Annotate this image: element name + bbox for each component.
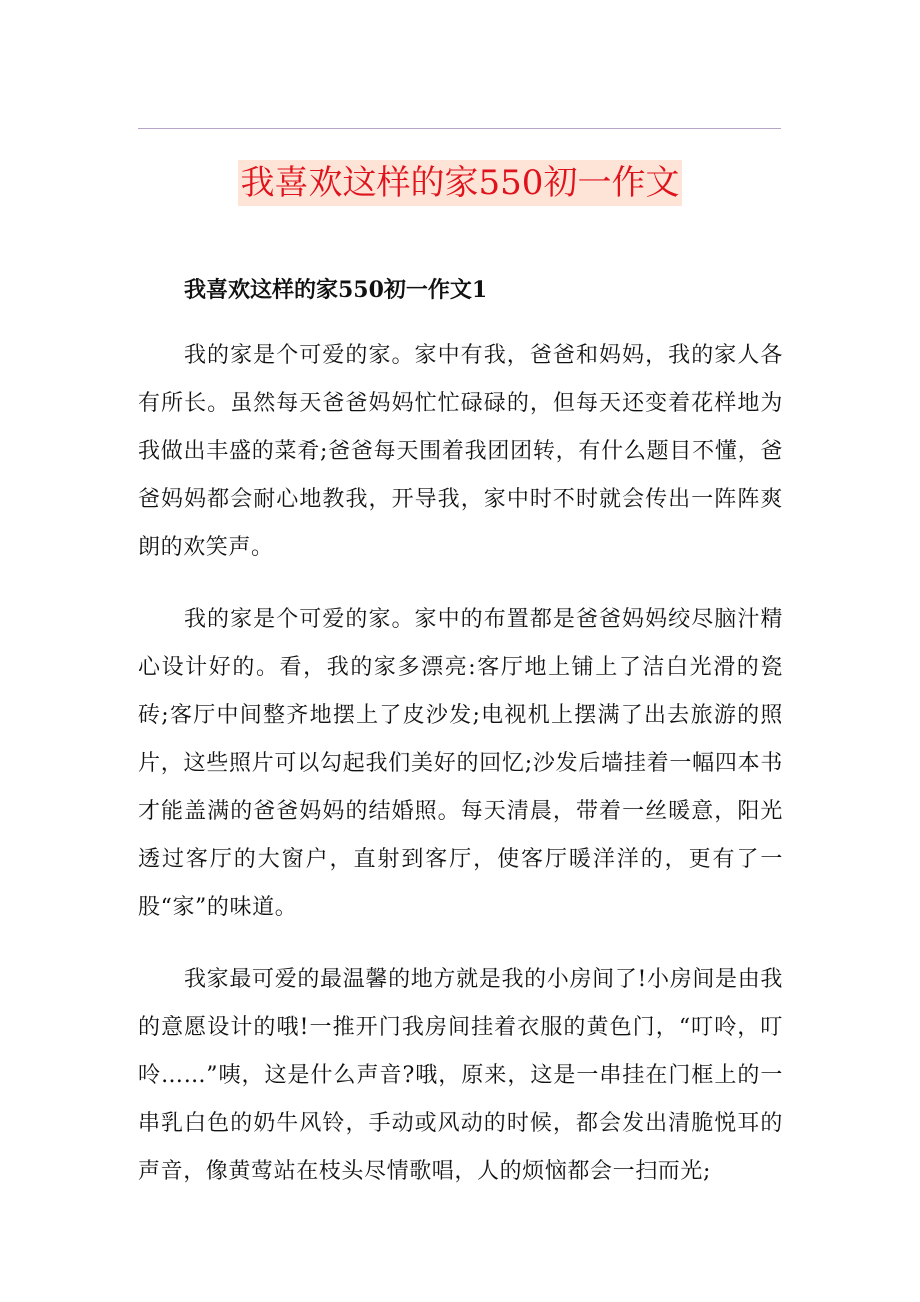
- document-title: 我喜欢这样的家550初一作文: [238, 160, 683, 206]
- header-rule: [138, 128, 781, 129]
- paragraph-2: 我的家是个可爱的家。家中的布置都是爸爸妈妈绞尽脑汁精心设计好的。看，我的家多漂亮:客厅地上铺上了洁白光滑的瓷砖;客厅中间整齐地摆上了皮沙发;电视机上摆满了出去旅游的照片，这些照片可以勾起我们美好的回忆;沙发后墙挂着一幅四本书才能盖满的爸爸妈妈的结婚照。每天清晨，带着一丝暖意，阳光透过客厅的大窗户，直射到客厅，使客厅暖洋洋的，更有了一股“家”的味道。: [138, 607, 783, 920]
- essay-subtitle: 我喜欢这样的家550初一作文1: [184, 277, 488, 303]
- paragraph-3: 我家最可爱的最温馨的地方就是我的小房间了!小房间是由我的意愿设计的哦!一推开门我房间挂着衣服的黄色门，“叮呤，叮呤……”咦，这是什么声音?哦，原来，这是一串挂在门框上的一串乳白色的奶牛风铃，手动或风动的时候，都会发出清脆悦耳的声音，像黄莺站在枝头尽情歌唱，人的烦恼都会一扫而光;: [138, 967, 783, 1184]
- title-container: [0, 160, 920, 206]
- paragraph-1: 我的家是个可爱的家。家中有我，爸爸和妈妈，我的家人各有所长。虽然每天爸爸妈妈忙忙碌碌的，但每天还变着花样地为我做出丰盛的菜肴;爸爸每天围着我团团转，有什么题目不懂，爸爸妈妈都会耐心地教我，开导我，家中时不时就会传出一阵阵爽朗的欢笑声。: [138, 343, 783, 560]
- article-body: [138, 270, 783, 1196]
